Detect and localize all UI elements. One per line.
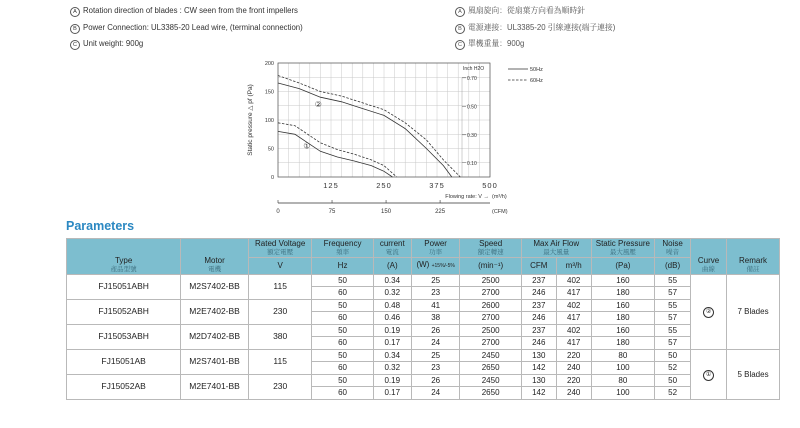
header-airflow: Max Air Flow 最大風量 bbox=[521, 239, 591, 258]
unit-current: (A) bbox=[373, 258, 411, 275]
cell-pressure: 160 bbox=[591, 299, 654, 312]
table-row bbox=[67, 349, 780, 362]
cell-noise: 52 bbox=[655, 387, 691, 400]
cell-noise: 57 bbox=[655, 337, 691, 350]
secondary-tick-label: 150 bbox=[381, 209, 392, 215]
x-tick-label: 500 bbox=[482, 181, 498, 190]
unit-m3h: m³/h bbox=[556, 258, 591, 275]
curve-number-icon: ① bbox=[703, 370, 714, 381]
cell-cfm: 237 bbox=[521, 324, 556, 337]
secondary-tick-label: 75 bbox=[328, 209, 336, 215]
cell-voltage: 115 bbox=[248, 274, 311, 299]
cell-type: FJ15052AB bbox=[67, 374, 181, 399]
cell-curve bbox=[691, 274, 727, 349]
note-power-cn bbox=[455, 20, 615, 37]
header-current: current 電流 bbox=[373, 239, 411, 258]
cell-current: 0.19 bbox=[373, 374, 411, 387]
note-text: 單機重量：900g bbox=[468, 39, 525, 48]
x-tick-label: 250 bbox=[376, 181, 392, 190]
cell-speed: 2700 bbox=[460, 287, 521, 300]
marker-a-icon: A bbox=[455, 7, 465, 17]
unit-power: (W) +15%/-5% bbox=[411, 258, 460, 275]
marker-b-icon: B bbox=[455, 24, 465, 34]
cell-pressure: 180 bbox=[591, 287, 654, 300]
cell-frequency: 50 bbox=[312, 274, 373, 287]
cell-noise: 55 bbox=[655, 299, 691, 312]
cell-noise: 50 bbox=[655, 374, 691, 387]
y-tick-label: 150 bbox=[264, 89, 274, 96]
table-row bbox=[67, 299, 780, 312]
right-axis-label: Inch H2O bbox=[463, 66, 485, 72]
cell-m3h: 402 bbox=[556, 299, 591, 312]
header-pressure: Static Pressure 最大風壓 bbox=[591, 239, 654, 258]
cell-remark: 7 Blades bbox=[727, 274, 780, 349]
cell-remark: 5 Blades bbox=[727, 349, 780, 399]
note-text: 電源連接：UL3385-20 引線連接(端子連接) bbox=[468, 22, 616, 32]
cell-noise: 55 bbox=[655, 274, 691, 287]
cell-cfm: 237 bbox=[521, 274, 556, 287]
table-row bbox=[67, 324, 780, 337]
cell-current: 0.32 bbox=[373, 362, 411, 375]
cell-cfm: 130 bbox=[521, 349, 556, 362]
marker-c-icon: C bbox=[455, 40, 465, 50]
cell-cfm: 130 bbox=[521, 374, 556, 387]
marker-a-icon: A bbox=[70, 7, 80, 17]
cell-current: 0.34 bbox=[373, 274, 411, 287]
right-axis-tick-label: 0.70 bbox=[467, 75, 477, 82]
cell-noise: 52 bbox=[655, 362, 691, 375]
cell-pressure: 80 bbox=[591, 374, 654, 387]
cell-power: 26 bbox=[411, 324, 460, 337]
cell-power: 23 bbox=[411, 362, 460, 375]
header-frequency: Frequency 頻率 bbox=[312, 239, 373, 258]
x-unit-label: (m³/h) bbox=[492, 194, 507, 200]
cell-pressure: 160 bbox=[591, 324, 654, 337]
unit-noise: (dB) bbox=[655, 258, 691, 275]
cell-noise: 55 bbox=[655, 324, 691, 337]
cell-frequency: 50 bbox=[312, 324, 373, 337]
pressure-flow-chart bbox=[240, 55, 585, 217]
cell-m3h: 402 bbox=[556, 324, 591, 337]
cell-noise: 57 bbox=[655, 312, 691, 325]
cell-pressure: 80 bbox=[591, 349, 654, 362]
cell-cfm: 246 bbox=[521, 337, 556, 350]
cell-m3h: 417 bbox=[556, 337, 591, 350]
y-tick-label: 100 bbox=[264, 118, 274, 124]
right-axis-tick-label: 0.50 bbox=[467, 104, 477, 111]
parameters-table bbox=[66, 238, 780, 400]
right-axis-tick-label: 0.10 bbox=[467, 160, 477, 167]
cell-noise: 50 bbox=[655, 349, 691, 362]
y-axis-label: Static pressure △ pf (Pa) bbox=[247, 84, 254, 156]
series-line bbox=[278, 131, 393, 177]
cell-motor: M2E7401-BB bbox=[181, 374, 249, 399]
cell-m3h: 240 bbox=[556, 362, 591, 375]
note-weight bbox=[70, 36, 303, 53]
cell-cfm: 142 bbox=[521, 362, 556, 375]
cell-pressure: 180 bbox=[591, 312, 654, 325]
header-power: Power 功率 bbox=[411, 239, 460, 258]
cell-frequency: 50 bbox=[312, 374, 373, 387]
cell-motor: M2S7402-BB bbox=[181, 274, 249, 299]
unit-voltage: V bbox=[248, 258, 311, 275]
cell-power: 38 bbox=[411, 312, 460, 325]
cell-pressure: 100 bbox=[591, 362, 654, 375]
marker-b-icon: B bbox=[70, 24, 80, 34]
cell-frequency: 50 bbox=[312, 299, 373, 312]
cell-speed: 2450 bbox=[460, 374, 521, 387]
cell-power: 24 bbox=[411, 337, 460, 350]
cell-power: 26 bbox=[411, 374, 460, 387]
curve-label: ② bbox=[314, 100, 322, 110]
cell-frequency: 50 bbox=[312, 349, 373, 362]
cell-voltage: 380 bbox=[248, 324, 311, 349]
cell-power: 25 bbox=[411, 349, 460, 362]
header-noise: Noise 噪音 bbox=[655, 239, 691, 258]
cell-voltage: 230 bbox=[248, 374, 311, 399]
cell-speed: 2500 bbox=[460, 274, 521, 287]
header-motor: Motor 電機 bbox=[181, 239, 249, 275]
header-speed: Speed 額定轉速 bbox=[460, 239, 521, 258]
unit-frequency: Hz bbox=[312, 258, 373, 275]
cell-frequency: 60 bbox=[312, 362, 373, 375]
header-remark: Remark 備註 bbox=[727, 239, 780, 275]
cell-cfm: 142 bbox=[521, 387, 556, 400]
unit-cfm: CFM bbox=[521, 258, 556, 275]
table-body bbox=[67, 274, 780, 399]
curve-number-icon: ② bbox=[703, 307, 714, 318]
cell-current: 0.19 bbox=[373, 324, 411, 337]
unit-pressure: (Pa) bbox=[591, 258, 654, 275]
marker-c-icon: C bbox=[70, 40, 80, 50]
cell-pressure: 180 bbox=[591, 337, 654, 350]
table-header bbox=[67, 239, 780, 275]
cell-cfm: 237 bbox=[521, 299, 556, 312]
cell-current: 0.32 bbox=[373, 287, 411, 300]
secondary-tick-label: 0 bbox=[276, 209, 280, 215]
note-rotation-cn bbox=[455, 3, 615, 20]
cell-type: FJ15051AB bbox=[67, 349, 181, 374]
x-tick-label: 125 bbox=[323, 181, 339, 190]
header-voltage: Rated Voltage 額定電壓 bbox=[248, 239, 311, 258]
cell-type: FJ15051ABH bbox=[67, 274, 181, 299]
cell-speed: 2700 bbox=[460, 312, 521, 325]
cell-speed: 2650 bbox=[460, 387, 521, 400]
cell-type: FJ15053ABH bbox=[67, 324, 181, 349]
cell-motor: M2S7401-BB bbox=[181, 349, 249, 374]
note-text: Power Connection: UL3385-20 Lead wire, (terminal connection) bbox=[83, 22, 303, 32]
header-type: Type 產品型號 bbox=[67, 239, 181, 275]
secondary-unit-label: (CFM) bbox=[492, 209, 508, 215]
cell-pressure: 160 bbox=[591, 274, 654, 287]
cell-speed: 2450 bbox=[460, 349, 521, 362]
table-row bbox=[67, 274, 780, 287]
cell-speed: 2650 bbox=[460, 362, 521, 375]
x-tick-label: 375 bbox=[429, 181, 445, 190]
cell-voltage: 230 bbox=[248, 299, 311, 324]
cell-noise: 57 bbox=[655, 287, 691, 300]
note-power bbox=[70, 20, 303, 37]
cell-frequency: 60 bbox=[312, 287, 373, 300]
note-text: Unit weight: 900g bbox=[83, 39, 144, 48]
header-curve: Curve 曲線 bbox=[691, 239, 727, 275]
legend-label: 60Hz bbox=[530, 78, 543, 84]
cell-current: 0.17 bbox=[373, 337, 411, 350]
cell-current: 0.48 bbox=[373, 299, 411, 312]
cell-type: FJ15052ABH bbox=[67, 299, 181, 324]
cell-current: 0.46 bbox=[373, 312, 411, 325]
cell-power: 23 bbox=[411, 287, 460, 300]
cell-m3h: 220 bbox=[556, 374, 591, 387]
cell-cfm: 246 bbox=[521, 287, 556, 300]
cell-current: 0.34 bbox=[373, 349, 411, 362]
cell-m3h: 240 bbox=[556, 387, 591, 400]
cell-speed: 2700 bbox=[460, 337, 521, 350]
cell-frequency: 60 bbox=[312, 312, 373, 325]
cell-curve bbox=[691, 349, 727, 399]
curve-label: ① bbox=[303, 141, 311, 151]
note-text: Rotation direction of blades : CW seen from the front impellers bbox=[83, 6, 298, 15]
cell-current: 0.17 bbox=[373, 387, 411, 400]
cell-speed: 2500 bbox=[460, 324, 521, 337]
cell-cfm: 246 bbox=[521, 312, 556, 325]
unit-speed: (min⁻¹) bbox=[460, 258, 521, 275]
notes-chinese bbox=[455, 3, 615, 53]
cell-frequency: 60 bbox=[312, 387, 373, 400]
cell-m3h: 220 bbox=[556, 349, 591, 362]
cell-m3h: 402 bbox=[556, 274, 591, 287]
cell-motor: M2D7402-BB bbox=[181, 324, 249, 349]
y-tick-label: 200 bbox=[264, 61, 274, 67]
right-axis-tick-label: 0.30 bbox=[467, 132, 477, 139]
y-tick-label: 50 bbox=[267, 146, 274, 153]
notes-english bbox=[70, 3, 303, 53]
cell-m3h: 417 bbox=[556, 287, 591, 300]
note-rotation bbox=[70, 3, 303, 20]
note-weight-cn bbox=[455, 36, 615, 53]
cell-pressure: 100 bbox=[591, 387, 654, 400]
cell-voltage: 115 bbox=[248, 349, 311, 374]
cell-power: 24 bbox=[411, 387, 460, 400]
table-row bbox=[67, 374, 780, 387]
x-axis-label: Flowing rate: V → bbox=[445, 194, 489, 200]
cell-m3h: 417 bbox=[556, 312, 591, 325]
cell-motor: M2E7402-BB bbox=[181, 299, 249, 324]
cell-power: 25 bbox=[411, 274, 460, 287]
cell-frequency: 60 bbox=[312, 337, 373, 350]
parameters-title: Parameters bbox=[66, 219, 135, 233]
legend-label: 50Hz bbox=[530, 67, 543, 73]
note-text: 風扇旋向：從扇葉方向看為順時針 bbox=[468, 6, 585, 15]
cell-power: 41 bbox=[411, 299, 460, 312]
y-tick-label: 0 bbox=[270, 175, 274, 181]
secondary-tick-label: 225 bbox=[435, 209, 446, 215]
cell-speed: 2600 bbox=[460, 299, 521, 312]
